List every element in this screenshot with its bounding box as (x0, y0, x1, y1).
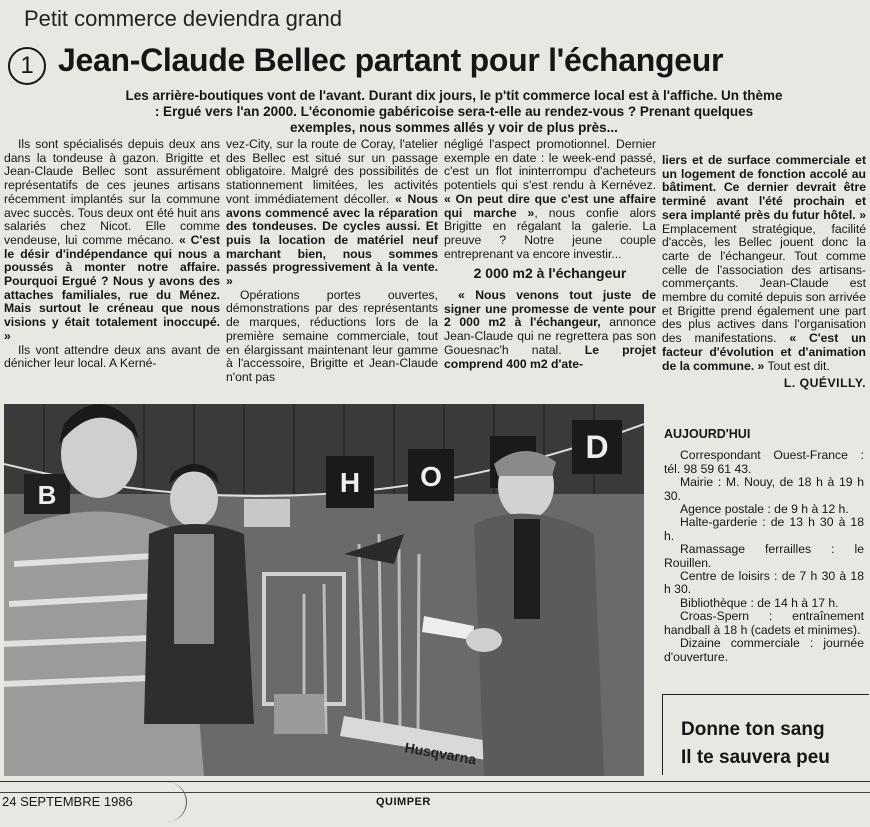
agenda-item: Halte-garderie : de 13 h 30 à 18 h. (664, 515, 864, 543)
agenda-item: Agence postale : de 9 h à 12 h. (680, 502, 849, 517)
paragraph: « Nous venons tout juste de signer une promesse de vente pour 2 000 m2 à l'échangeur, annonce Jean-Claude qui ne regrettera pas son Gouesnac'h natal. Le projet comprend 400 m2 d'ate- (444, 288, 657, 371)
kicker: Petit commerce deviendra grand (24, 6, 342, 31)
paragraph: liers et de surface commerciale et un logement de fonction accolé au bâtiment. Ce dernier devrait être terminé avant l'été prochain et sera implanté près du futur hôtel. » Emplacement stratégique, facilité d'accès, les Bellec jouent donc la carte de l'échangeur. Tout comme celle de l'association des artisans-commerçants. Jean-Claude est membre du comité depuis son arrivée et Brigitte prend également une part des plus actives dans l'organisation des manifestations. « C'est un facteur d'évolution et d'animation de la commune. » Tout est dit. (662, 153, 866, 373)
clipping-cut-mark (160, 782, 187, 822)
paragraph: Ils vont attendre deux ans avant de dénicher leur local. A Kerné- (4, 342, 220, 371)
column-2 (226, 138, 438, 385)
agenda-item: Correspondant Ouest-France : tél. 98 59 61 43. (664, 448, 864, 476)
agenda-item: Mairie : M. Nouy, de 18 h à 19 h 30. (664, 475, 864, 503)
blood-line-2: Il te sauvera peu (681, 747, 830, 768)
standfirst: Les arrière-boutiques vont de l'avant. Durant dix jours, le p'tit commerce local est à l'affiche. Un thème : Ergué vers l'an 2000. L'économie gabéricoise sera-t-elle au rendez-vous ? Prenant quelques exemples, nous sommes allés y voir de plus près... (125, 88, 783, 135)
agenda-title: AUJOURD'HUI (664, 427, 751, 441)
column-4 (662, 154, 866, 391)
paragraph: négligé l'aspect promotionnel. Dernier exemple en date : le week-end passé, c'est un flot ininterrompu d'acheteurs potentiels qui s'est rendu à Kernévez. « On peut dire que c'est une affaire qui marche », nous confie alors Brigitte en régalant la galerie. La preuve ? Notre jeune couple entreprenant va encore investir... (444, 137, 656, 261)
agenda-item: Dizaine commerciale : journée d'ouverture. (664, 636, 864, 664)
footer-city: QUIMPER (376, 796, 431, 808)
column-1 (4, 138, 220, 371)
banner-letter: B (37, 480, 57, 510)
shop-scene-illustration (4, 404, 644, 776)
blood-donation-box (662, 694, 869, 775)
paragraph: Ils sont spécialisés depuis deux ans dans la tondeuse à gazon. Brigitte et Jean-Claude Bellec sont assurément représentatifs de ces jeunes artisans récemment implantés sur la commune avec succès. Tous deux ont été huit ans salariés chez Nicot. Elle comme vendeuse, lui comme mécano. « C'est le désir d'indépendance qui nous a poussés à monter notre affaire. Pourquoi Ergué ? Nous y avons des attaches familiales, rue du Ménez. Mais surtout le créneau que nous visions y était totalement inoccupé. » (4, 137, 220, 343)
byline: L. QUÉVILLY. (783, 376, 866, 391)
paragraph: Opérations portes ouvertes, démonstrations par des représentants de marques, réductions lors de la première semaine commerciale, tout en élargissant maintenant leur gamme à l'accessoire, Brigitte et Jean-Claude n'ont pas (226, 287, 438, 384)
paragraph: vez-City, sur la route de Coray, l'atelier des Bellec est situé sur un passage obligatoire. Malgré des possibilités de stationnement limitées, les activités vont immédiatement décoller. « Nous avons commencé avec la réparation des tondeuses. De cycles aussi. Et puis la location de matériel neuf marchant bien, nous sommes passés progressivement à la vente. » (226, 137, 438, 289)
agenda-item: Ramassage ferrailles : le Rouillen. (664, 542, 864, 570)
subheading: 2 000 m2 à l'échangeur (473, 265, 627, 282)
agenda-item: Croas-Spern : entraînement handball à 18 h (cadets et minimes). (664, 609, 864, 637)
agenda-box (664, 428, 864, 664)
footer-rule (0, 781, 870, 782)
article-number: 1 (8, 47, 46, 85)
agenda-item: Bibliothèque : de 14 h à 17 h. (680, 595, 839, 610)
footer-date: 24 SEPTEMBRE 1986 (2, 794, 133, 809)
headline: Jean-Claude Bellec partant pour l'échangeur (58, 42, 724, 78)
blood-line-1: Donne ton sang (681, 719, 825, 740)
article-photo (4, 404, 644, 776)
banner-letter: H (339, 467, 361, 498)
column-3 (444, 138, 656, 371)
banner-letter: D (585, 429, 609, 465)
banner-letter: O (420, 461, 442, 492)
agenda-item: Centre de loisirs : de 7 h 30 à 18 h 30. (664, 569, 864, 597)
footer-rule (0, 792, 870, 793)
brand-label: Husqvarna (403, 739, 478, 768)
